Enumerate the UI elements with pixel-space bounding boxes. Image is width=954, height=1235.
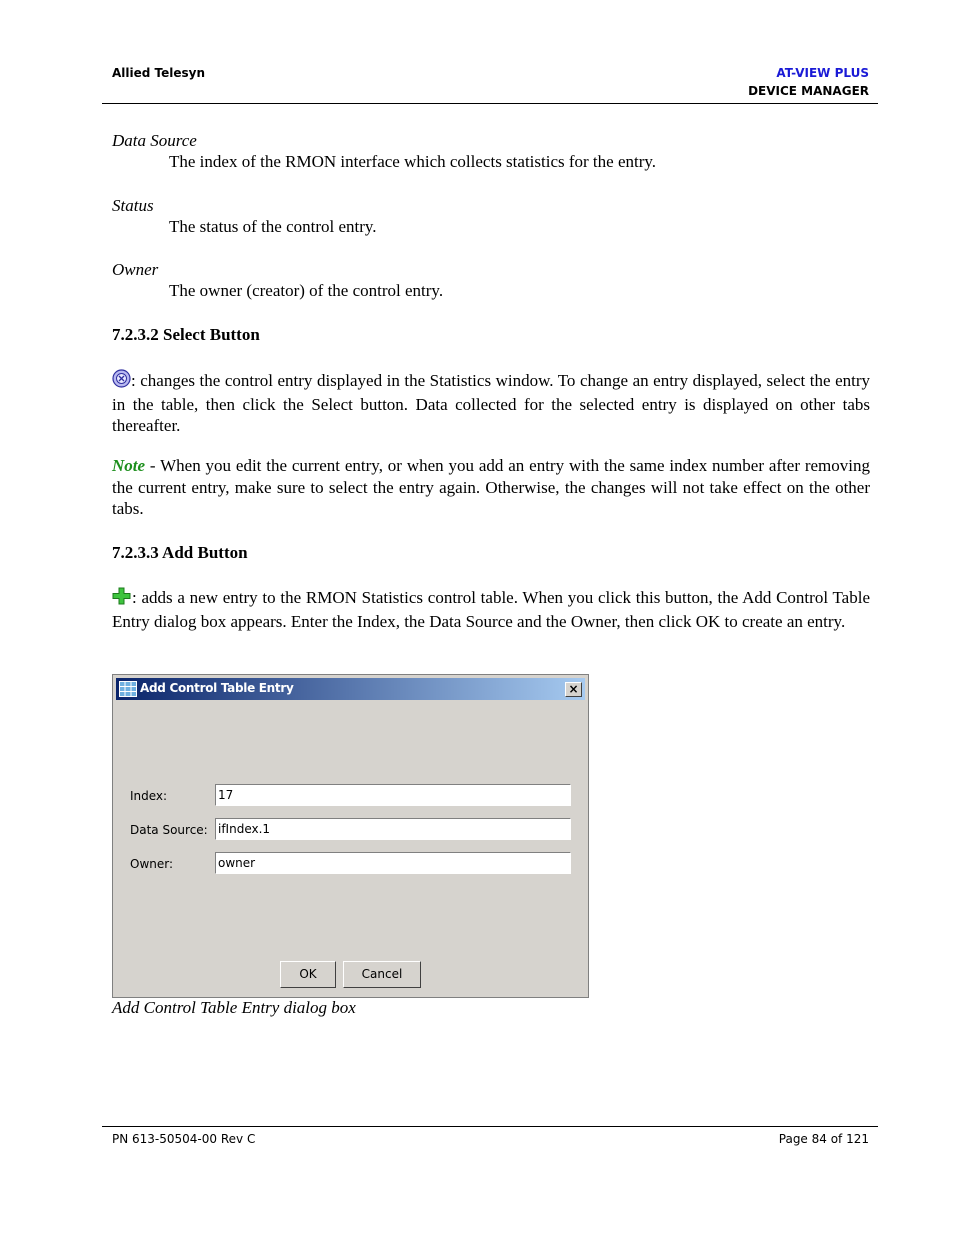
- definition-status: The status of the control entry.: [169, 217, 377, 236]
- select-button-paragraph: [112, 369, 870, 437]
- note-paragraph: [112, 455, 870, 520]
- dialog-title: Add Control Table Entry: [140, 681, 294, 695]
- data-source-field[interactable]: ifIndex.1: [215, 818, 571, 840]
- term-owner: Owner: [112, 260, 159, 279]
- add-control-table-entry-dialog: [112, 674, 589, 998]
- data-source-label: Data Source:: [130, 823, 208, 837]
- owner-label: Owner:: [130, 857, 174, 871]
- close-button[interactable]: ×: [565, 682, 582, 697]
- plus-icon: [112, 587, 132, 611]
- index-label: Index:: [130, 789, 168, 803]
- footer-part-number: PN 613-50504-00 Rev C: [112, 1132, 256, 1146]
- ok-button[interactable]: OK: [280, 961, 336, 988]
- index-field[interactable]: 17: [215, 784, 571, 806]
- add-button-text: : adds a new entry to the RMON Statistics control table. When you click this button, the Add Control Table Entry dialog box appears. Enter the Index, the Data Source and the Owner, then click OK to create an entry.: [112, 588, 870, 631]
- note-label: Note: [112, 456, 146, 475]
- term-data-source: Data Source: [112, 131, 197, 150]
- definition-owner: The owner (creator) of the control entry.: [169, 281, 444, 300]
- select-button-text: : changes the control entry displayed in the Statistics window. To change an entry displayed, select the entry in the table, then click the Select button. Data collected for the selected entry is displayed on other tabs thereafter.: [112, 371, 870, 435]
- select-button-heading: 7.2.3.2 Select Button: [112, 325, 260, 344]
- header-product: AT-VIEW PLUS: [776, 66, 869, 80]
- header-rule: [102, 103, 878, 104]
- footer-page-number: Page 84 of 121: [778, 1132, 869, 1146]
- term-status: Status: [112, 196, 154, 215]
- grid-icon: [119, 681, 137, 702]
- add-button-paragraph: [112, 587, 870, 632]
- header-section: DEVICE MANAGER: [748, 84, 869, 98]
- note-text: - When you edit the current entry, or when you add an entry with the same index number after removing the current entry, make sure to select the entry again. Otherwise, the changes will not take effect on the other tabs.: [112, 456, 870, 518]
- definition-data-source: The index of the RMON interface which collects statistics for the entry.: [169, 152, 657, 171]
- footer-rule: [102, 1126, 878, 1127]
- dialog-titlebar[interactable]: [116, 678, 585, 700]
- cancel-button[interactable]: Cancel: [343, 961, 421, 988]
- header-company: Allied Telesyn: [112, 66, 206, 80]
- figure-caption: Add Control Table Entry dialog box: [112, 998, 356, 1017]
- select-icon: [112, 369, 131, 394]
- add-button-heading: 7.2.3.3 Add Button: [112, 543, 248, 562]
- owner-field[interactable]: owner: [215, 852, 571, 874]
